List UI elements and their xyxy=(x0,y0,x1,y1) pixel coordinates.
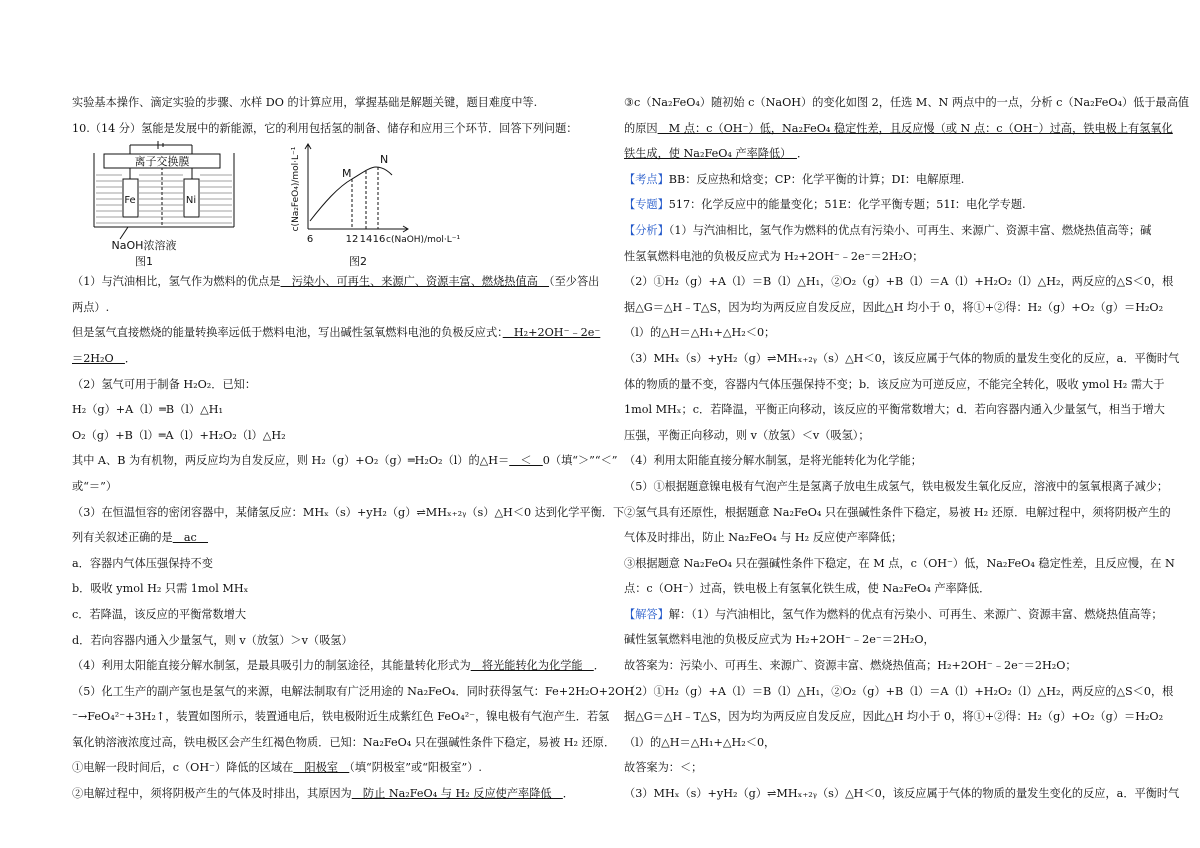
figure-1-electrolysis-cell xyxy=(86,141,246,269)
text-line: ＝2H₂O ． xyxy=(72,351,137,365)
right-column xyxy=(624,90,1190,807)
text-line: 故答案为：＜； xyxy=(624,761,703,775)
text-line: 故答案为：污染小、可再生、来源广、资源丰富、燃烧热值高；H₂+2OH⁻﹣2e⁻＝2H₂O； xyxy=(624,659,1077,673)
figure-2-caption: 图2 xyxy=(349,255,367,269)
figure-2-curve xyxy=(258,141,478,269)
answer-blank: ＝2H₂O xyxy=(72,351,125,365)
text-line: 气体及时排出，防止 Na₂FeO₄ 与 H₂ 反应使产率降低； xyxy=(624,531,903,545)
ni-electrode-label: Ni xyxy=(185,195,197,207)
text-line: （4）利用太阳能直接分解水制氢，是最具吸引力的制氢途径，其能量转化形式为 将光能转化为化学能 ． xyxy=(72,659,605,673)
text-line: 据△G＝△H﹣T△S，因为均为两反应自发反应，因此△H 均小于 0，将①+②得：H₂（g）+O₂（g）＝H₂O₂ xyxy=(624,300,1164,314)
text-line: ①电解一段时间后，c（OH⁻）降低的区域在 阳极室 （填“阴极室”或“阳极室”）. xyxy=(72,761,482,775)
text-line: （4）利用太阳能直接分解水制氢，是将光能转化为化学能； xyxy=(624,454,922,468)
jieda-line: 【解答】解：（1）与汽油相比，氢气作为燃料的优点有污染小、可再生、来源广、资源丰富、燃烧热值高等； xyxy=(624,607,1163,621)
text-line: 实验基本操作、滴定实验的步骤、水样 DO 的计算应用，掌握基础是解题关键，题目难度中等. xyxy=(72,96,538,109)
text-line: （l）的△H＝△H₁+△H₂＜0， xyxy=(624,735,776,749)
text-line: 碱性氢氧燃料电池的负极反应式为 H₂+2OH⁻﹣2e⁻＝2H₂O， xyxy=(624,633,935,647)
answer-blank: ＜ xyxy=(509,454,543,468)
figure-row xyxy=(72,141,592,269)
answer-blank: 铁生成，使 Na₂FeO₄ 产率降低） xyxy=(624,147,797,161)
point-m-label: M xyxy=(342,167,352,181)
text-line: （l）的△H＝△H₁+△H₂＜0； xyxy=(624,326,776,340)
text-line: 其中 A、B 为有机物，两反应均为自发反应，则 H₂（g）+O₂（g）═H₂O₂（l）的△H＝ ＜ 0（填“＞”“＜” xyxy=(72,454,618,468)
x-tick-14: 14 xyxy=(359,234,373,246)
text-line: 点：c（OH⁻）过高，铁电极上有氢氧化铁生成，使 Na₂FeO₄ 产率降低． xyxy=(624,582,991,596)
text-line: （2）①H₂（g）+A（l）＝B（l）△H₁，②O₂（g）+B（l）＝A（l）+H₂O₂（l）△H₂，两反应的△S＜0，根 xyxy=(624,684,1174,698)
point-n-label: N xyxy=(380,153,389,167)
membrane-label: 离子交换膜 xyxy=(134,155,190,169)
text-line: 两点）. xyxy=(72,300,110,314)
answer-blank: 防止 Na₂FeO₄ 与 H₂ 反应使产率降低 xyxy=(351,787,563,801)
question-10-heading: 10.（14 分）氢能是发展中的新能源，它的利用包括氢的制备、储存和应用三个环节．回答下列问题： xyxy=(72,121,578,135)
x-axis-label: c(NaOH)/mol·L⁻¹ xyxy=(386,235,461,246)
y-axis-label: c(Na₂FeO₄)/mol·L⁻¹ xyxy=(291,146,301,232)
text-line: ③根据题意 Na₂FeO₄ 只在强碱性条件下稳定，在 M 点，c（OH⁻）低，Na₂FeO₄ 稳定性差，且反应慢，在 N xyxy=(624,556,1175,570)
text-line: 铁生成，使 Na₂FeO₄ 产率降低） ． xyxy=(624,147,809,161)
text-line: （5）化工生产的副产氢也是氢气的来源，电解法制取有广泛用途的 Na₂FeO₄．同时获得氢气：Fe+2H₂O+2OH xyxy=(72,684,635,698)
text-line: 但是氢气直接燃烧的能量转换率远低于燃料电池，写出碱性氢氧燃料电池的负极反应式： H₂+2OH⁻﹣2e⁻ xyxy=(72,326,601,340)
answer-blank: 阳极室 xyxy=(293,761,350,775)
text-line: 列有关叙述正确的是 ac xyxy=(72,531,209,545)
x-tick-6: 6 xyxy=(306,234,314,246)
text-line: 压强，平衡正向移动，则 v（放氢）＜v（吸氢）； xyxy=(624,428,870,442)
section-tag: 【分析】 xyxy=(624,223,669,237)
answer-blank: 将光能转化为化学能 xyxy=(470,659,594,673)
answer-blank: H₂+2OH⁻﹣2e⁻ xyxy=(502,326,601,340)
section-tag: 【解答】 xyxy=(624,607,669,621)
fenxi-line: 【分析】（1）与汽油相比，氢气作为燃料的优点有污染小、可再生、来源广、资源丰富、燃烧热值高等；碱 xyxy=(624,223,1152,237)
answer-blank: M 点：c（OH⁻）低，Na₂FeO₄ 稳定性差，且反应慢（或 N 点：c（OH⁻）过高，铁电极上有氢氧化 xyxy=(657,121,1173,135)
text-line: ⁻→FeO₄²⁻+3H₂↑，装置如图所示，装置通电后，铁电极附近生成紫红色 FeO₄²⁻，镍电极有气泡产生．若氢 xyxy=(72,710,610,724)
figure-1-caption: 图1 xyxy=(135,255,153,269)
option-d: d．若向容器内通入少量氢气，则 v（放氢）＞v（吸氢） xyxy=(72,633,353,647)
equation-line: O₂（g）+B（l）═A（l）+H₂O₂（l）△H₂ xyxy=(72,428,286,442)
text-line: ③c（Na₂FeO₄）随初始 c（NaOH）的变化如图 2，任选 M、N 两点中的一点，分析 c（Na₂FeO₄）低于最高值 xyxy=(624,96,1190,109)
text-line: 据△G＝△H﹣T△S，因为均为两反应自发反应，因此△H 均小于 0，将①+②得：H₂（g）+O₂（g）＝H₂O₂ xyxy=(624,710,1164,724)
text-line: （1）与汽油相比，氢气作为燃料的优点是 污染小、可再生、来源广、资源丰富、燃烧热值高 （至少答出 xyxy=(72,275,600,289)
text-line: 1mol MHₓ；c．若降温，平衡正向移动，该反应的平衡常数增大；d．若向容器内通入少量氢气，相当于增大 xyxy=(624,403,1165,417)
option-c: c．若降温，该反应的平衡常数增大 xyxy=(72,607,247,621)
option-a: a．容器内气体压强保持不变 xyxy=(72,556,213,570)
text-line: （3）MHₓ（s）+yH₂（g）⇌MHₓ₊₂ᵧ（s）△H＜0，该反应属于气体的物质的量发生变化的反应，a．平衡时气 xyxy=(624,787,1180,801)
text-line: ②氢气具有还原性，根据题意 Na₂FeO₄ 只在强碱性条件下稳定，易被 H₂ 还原．电解过程中，须将阴极产生的 xyxy=(624,505,1171,519)
electrolyte-label: NaOH浓溶液 xyxy=(111,239,177,253)
left-column xyxy=(72,90,635,807)
text-line: 或“＝”） xyxy=(72,479,118,493)
text-line: 氧化钠溶液浓度过高，铁电极区会产生红褐色物质．已知：Na₂FeO₄ 只在强碱性条件下稳定，易被 H₂ 还原． xyxy=(72,735,616,749)
x-tick-12: 12 xyxy=(345,234,359,246)
section-tag: 【专题】 xyxy=(624,198,669,212)
text-line: （2）氢气可用于制备 H₂O₂．已知： xyxy=(72,377,257,391)
equation-line: H₂（g）+A（l）═B（l）△H₁ xyxy=(72,403,223,417)
text-line: （5）①根据题意镍电极有气泡产生是氢离子放电生成氢气，铁电极发生氧化反应，溶液中的氢氧根离子减少； xyxy=(624,479,1169,493)
kaodian-line: 【考点】BB：反应热和焓变；CP：化学平衡的计算；DI：电解原理. xyxy=(624,172,965,186)
text-line: （3）MHₓ（s）+yH₂（g）⇌MHₓ₊₂ᵧ（s）△H＜0，该反应属于气体的物质的量发生变化的反应，a．平衡时气 xyxy=(624,351,1180,365)
zhuanti-line: 【专题】517：化学反应中的能量变化；51E：化学平衡专题；51I：电化学专题. xyxy=(624,198,1026,212)
fe-electrode-label: Fe xyxy=(124,195,136,207)
text-line: 性氢氧燃料电池的负极反应式为 H₂+2OH⁻﹣2e⁻＝2H₂O； xyxy=(624,249,924,263)
text-line: 的原因 M 点：c（OH⁻）低，Na₂FeO₄ 稳定性差，且反应慢（或 N 点：c（OH⁻）过高，铁电极上有氢氧化 xyxy=(624,121,1173,135)
text-line: ②电解过程中，须将阴极产生的气体及时排出，其原因为 防止 Na₂FeO₄ 与 H₂ 反应使产率降低 ． xyxy=(72,787,574,801)
answer-blank: 污染小、可再生、来源广、资源丰富、燃烧热值高 xyxy=(280,275,550,289)
text-line: 体的物质的量不变，容器内气体压强保持不变；b．该反应为可逆反应，不能完全转化，吸收 ymol H₂ 需大于 xyxy=(624,377,1165,391)
text-line: （2）①H₂（g）+A（l）＝B（l）△H₁，②O₂（g）+B（l）＝A（l）+H₂O₂（l）△H₂，两反应的△S＜0，根 xyxy=(624,275,1174,289)
text-line: （3）在恒温恒容的密闭容器中，某储氢反应：MHₓ（s）+yH₂（g）⇌MHₓ₊₂ᵧ（s）△H＜0 达到化学平衡．下 xyxy=(72,505,625,519)
answer-blank: ac xyxy=(172,531,209,545)
option-b: b．吸收 ymol H₂ 只需 1mol MHₓ xyxy=(72,582,249,596)
x-tick-16: 16 xyxy=(372,234,386,246)
section-tag: 【考点】 xyxy=(624,172,669,186)
